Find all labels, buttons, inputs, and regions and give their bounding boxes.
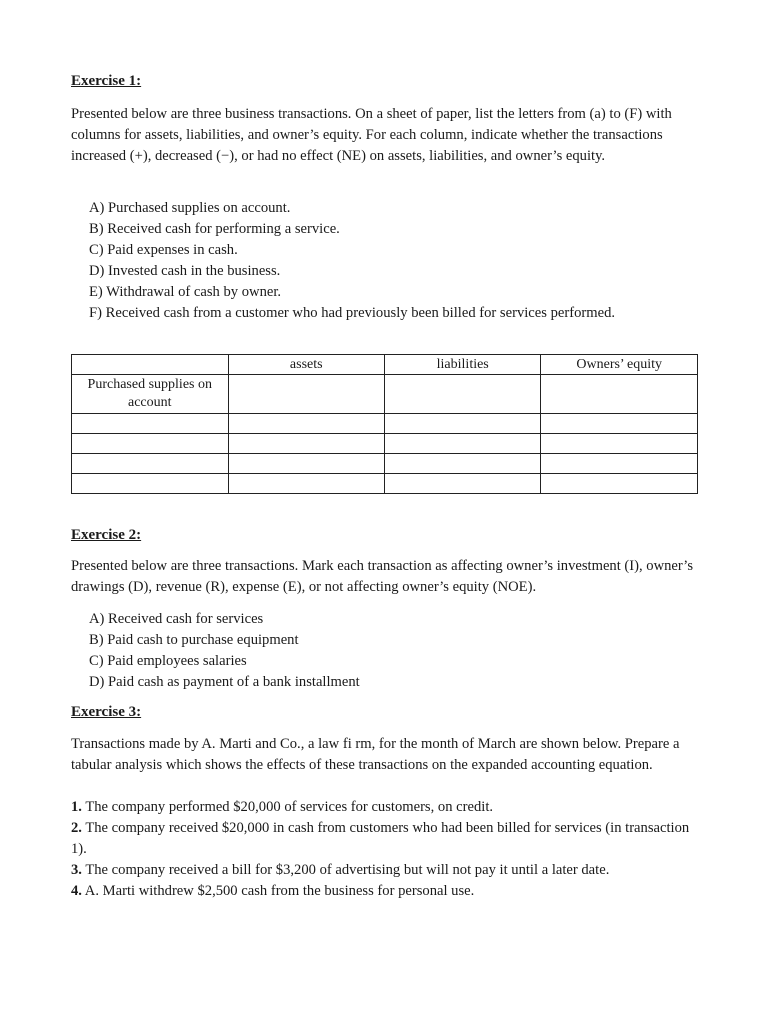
table-header-liabilities: liabilities — [384, 355, 541, 375]
table-cell — [384, 434, 541, 454]
table-cell — [72, 454, 229, 474]
table-row — [72, 375, 698, 414]
table-cell — [72, 434, 229, 454]
list-item — [71, 860, 701, 881]
item-text: The company received $20,000 in cash from customers who had been billed for services (in transaction 1). — [71, 820, 690, 857]
table-cell — [228, 454, 384, 474]
list-item: A) Received cash for services — [89, 611, 264, 627]
item-number: 3. — [71, 862, 82, 878]
table-header-owners-equity: Owners’ equity — [541, 355, 698, 375]
table-cell — [228, 375, 384, 414]
item-number: 2. — [71, 820, 82, 836]
exercise-3-intro: Transactions made by A. Marti and Co., a law fi rm, for the month of March are shown below. Prepare a tabular analysis which shows the effects of these transactions on the expanded accounting equation. — [71, 736, 680, 773]
table-cell — [384, 474, 541, 494]
table-cell — [384, 375, 541, 414]
table-cell — [228, 434, 384, 454]
exercise-1-intro: Presented below are three business transactions. On a sheet of paper, list the letters from (a) to (F) with columns for assets, liabilities, and owner’s equity. For each column, indicate whether the transactions increased (+), decreased (−), or had no effect (NE) on assets, liabilities, and owner’s equity. — [71, 106, 672, 164]
table-row — [72, 454, 698, 474]
table-row — [72, 434, 698, 454]
exercise-2-list — [89, 609, 360, 693]
item-number: 1. — [71, 799, 82, 815]
table-cell — [384, 414, 541, 434]
list-item: D) Paid cash as payment of a bank installment — [89, 674, 360, 690]
table-header-assets: assets — [228, 355, 384, 375]
table-cell — [72, 414, 229, 434]
table-cell — [541, 434, 698, 454]
list-item: F) Received cash from a customer who had previously been billed for services performed. — [89, 305, 616, 321]
list-item — [71, 881, 701, 902]
list-item: B) Received cash for performing a service. — [89, 221, 340, 237]
exercise-2-intro: Presented below are three transactions. Mark each transaction as affecting owner’s investment (I), owner’s drawings (D), revenue (R), expense (E), or not affecting owner’s equity (NOE). — [71, 558, 694, 595]
table-cell — [72, 474, 229, 494]
table-cell — [541, 375, 698, 414]
item-text: A. Marti withdrew $2,500 cash from the business for personal use. — [81, 883, 475, 899]
table-row — [72, 474, 698, 494]
list-item: B) Paid cash to purchase equipment — [89, 632, 299, 648]
list-item — [71, 818, 701, 860]
table-cell — [228, 474, 384, 494]
list-item — [71, 797, 701, 818]
table-cell: Purchased supplies on account — [72, 375, 229, 414]
table-row — [72, 414, 698, 434]
exercise-1-list — [89, 198, 615, 324]
table-cell — [228, 414, 384, 434]
table-cell — [541, 414, 698, 434]
list-item: A) Purchased supplies on account. — [89, 200, 291, 216]
item-text: The company performed $20,000 of services for customers, on credit. — [81, 799, 494, 815]
list-item: E) Withdrawal of cash by owner. — [89, 284, 282, 300]
exercise-3-heading: Exercise 3: — [71, 704, 142, 720]
item-text: The company received a bill for $3,200 of advertising but will not pay it until a later date. — [81, 862, 610, 878]
list-item: D) Invested cash in the business. — [89, 263, 281, 279]
table-header-cell — [72, 355, 229, 375]
list-item: C) Paid employees salaries — [89, 653, 247, 669]
exercise-3-list — [71, 797, 701, 902]
exercise-1-heading: Exercise 1: — [71, 73, 142, 89]
transaction-effects-table — [71, 354, 698, 494]
table-cell — [384, 454, 541, 474]
list-item: C) Paid expenses in cash. — [89, 242, 238, 258]
table-cell — [541, 454, 698, 474]
exercise-2-heading: Exercise 2: — [71, 527, 142, 543]
table-cell — [541, 474, 698, 494]
item-number: 4. — [71, 883, 82, 899]
table-header-row — [72, 355, 698, 375]
